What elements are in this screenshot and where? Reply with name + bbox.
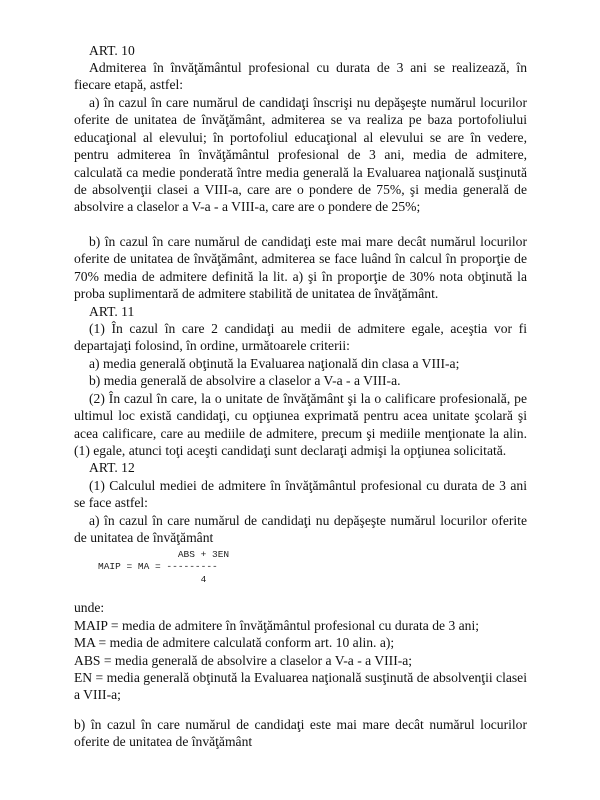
art10-point-a: a) în cazul în care numărul de candidaţi înscrişi nu depăşeşte numărul locurilor oferite de unitatea de învăţământ, admiterea se va realiza pe baza portofoliului educaţional al elevului; în portofoliul educaţional al elevului se are în vedere, pentru admiterea în învăţământul profesional de 3 ani, media de admitere, calculată ca medie ponderată între media generală la Evaluarea naţională susţinută de absolvenţii clasei a VIII-a, care are o pondere de 75%, şi media generală de absolvire a claselor a V-a - a VIII-a, care are o pondere de 25%;	[74, 95, 527, 215]
formula-fraction-line: MAIP = MA = ---------	[98, 561, 218, 573]
art10-intro: Admiterea în învăţământul profesional cu durata de 3 ani se realizează, în fiecare etapă, astfel:	[74, 60, 527, 93]
art12-heading: ART. 12	[89, 460, 135, 475]
definition-abs: ABS = media generală de absolvire a claselor a V-a - a VIII-a;	[74, 653, 413, 668]
art12-paragraph-1: (1) Calculul mediei de admitere în învăţământul profesional cu durata de 3 ani se face astfel:	[74, 478, 527, 511]
definition-en: EN = media generală obţinută la Evaluarea naţională susţinută de absolvenţii clasei a VIII-a;	[74, 670, 527, 703]
art10-point-b: b) în cazul în care numărul de candidaţi este mai mare decât numărul locurilor oferite de unitatea de învăţământ, admiterea se face luând în calcul în proporţie de 70% media de admitere definită la lit. a) şi în proporţie de 30% nota obţinută la proba suplimentară de admitere stabilită de unitatea de învăţământ.	[74, 234, 527, 302]
art12-point-b: b) în cazul în care numărul de candidaţi este mai mare decât numărul locurilor oferite de unitatea de învăţământ	[74, 717, 527, 750]
definition-ma: MA = media de admitere calculată conform art. 10 alin. a);	[74, 635, 395, 650]
art11-criterion-b: b) media generală de absolvire a claselor a V-a - a VIII-a.	[89, 373, 401, 388]
art10-heading: ART. 10	[89, 43, 135, 58]
art12-point-a: a) în cazul în care numărul de candidaţi nu depăşeşte numărul locurilor oferite de unitatea de învăţământ	[74, 513, 527, 546]
definition-maip: MAIP = media de admitere în învăţământul profesional cu durata de 3 ani;	[74, 618, 480, 633]
formula-numerator: ABS + 3EN	[98, 549, 230, 560]
formula-denominator: 4	[98, 573, 207, 585]
art11-paragraph-2: (2) În cazul în care, la o unitate de învăţământ şi la o calificare profesională, pe ultimul loc există candidaţi, cu opţiunea exprimată pentru acea unitate şcolară şi acea calificare, care au mediile de admitere, precum şi mediile menţionate la alin. (1) egale, atunci toţi aceşti candidaţi sunt declaraţi admişi la opţiunea solicitată.	[74, 391, 527, 459]
unde-label: unde:	[74, 600, 105, 615]
art11-criterion-a: a) media generală obţinută la Evaluarea naţională din clasa a VIII-a;	[89, 356, 460, 371]
formula-maip	[98, 549, 229, 586]
art11-heading: ART. 11	[89, 304, 135, 319]
art11-paragraph-1: (1) În cazul în care 2 candidaţi au medii de admitere egale, aceştia vor fi departajaţi folosind, în ordine, următoarele criterii:	[74, 321, 527, 354]
